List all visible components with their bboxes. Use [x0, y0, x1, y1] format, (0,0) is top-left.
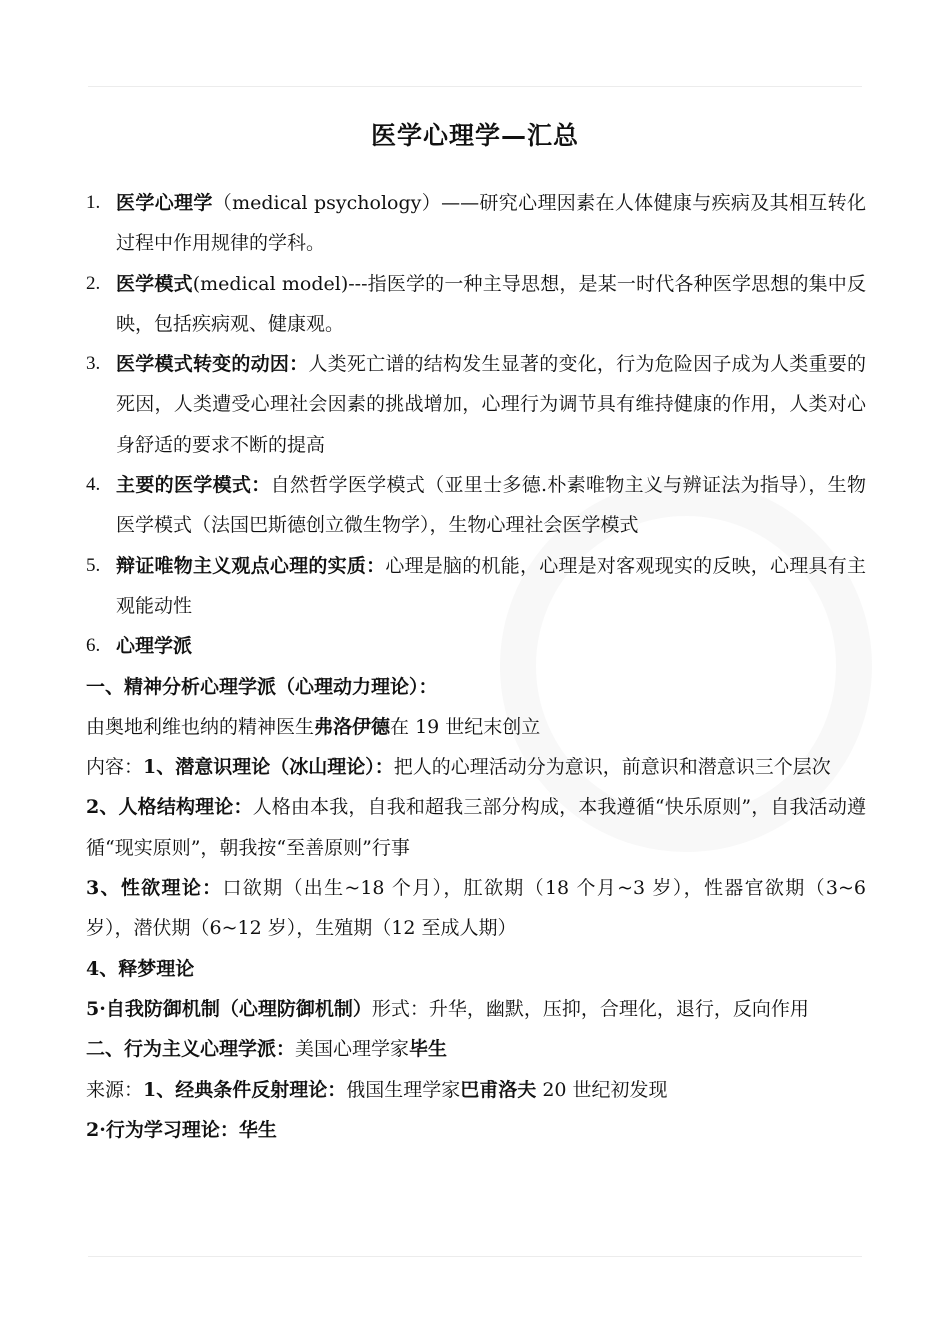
list-item: 1. 医学心理学（medical psychology）——研究心理因素在人体健康与疾病及其相互转化过程中作用规律的学科。 — [86, 192, 866, 255]
section-heading: 一、精神分析心理学派（心理动力理论）： — [86, 675, 438, 698]
bottom-rule — [88, 1256, 862, 1257]
list-item: 3. 医学模式转变的动因：人类死亡谱的结构发生显著的变化，行为危险因子成为人类重要的死因，人类遭受心理社会因素的挑战增加，心理行为调节具有维持健康的作用，人类对心身舒适的要求不断的提高 — [86, 353, 866, 456]
paragraph: 5·自我防御机制（心理防御机制）形式：升华，幽默，压抑，合理化，退行，反向作用 — [86, 997, 809, 1020]
page-title: 医学心理学—汇总 — [370, 121, 579, 150]
paragraph: 2、人格结构理论：人格由本我，自我和超我三部分构成，本我遵循“快乐原则”，自我活动遵循“现实原则”，朝我按“至善原则”行事 — [86, 796, 866, 859]
list-item: 4. 主要的医学模式：自然哲学医学模式（亚里士多德.朴素唯物主义与辨证法为指导），生物医学模式（法国巴斯德创立微生物学），生物心理社会医学模式 — [86, 474, 866, 537]
paragraph: 内容：1、潜意识理论（冰山理论）：把人的心理活动分为意识，前意识和潜意识三个层次 — [86, 756, 831, 779]
list-item: 5. 辩证唯物主义观点心理的实质：心理是脑的机能，心理是对客观现实的反映，心理具有主观能动性 — [86, 554, 866, 617]
paragraph: 4、释梦理论 — [86, 957, 195, 980]
paragraph: 来源：1、经典条件反射理论：俄国生理学家巴甫洛夫 20 世纪初发现 — [86, 1078, 668, 1101]
paragraph: 由奥地利维也纳的精神医生弗洛伊德在 19 世纪末创立 — [86, 715, 541, 738]
document-body — [86, 183, 866, 1150]
paragraph: 2·行为学习理论：华生 — [86, 1118, 277, 1141]
section-heading: 二、行为主义心理学派：美国心理学家毕生 — [86, 1038, 448, 1061]
list-item: 6. 心理学派 — [86, 635, 193, 658]
top-rule — [88, 86, 862, 87]
list-item: 2. 医学模式(medical model)---指医学的一种主导思想，是某一时代各种医学思想的集中反映，包括疾病观、健康观。 — [86, 272, 866, 335]
paragraph: 3、性欲理论：口欲期（出生~18 个月），肛欲期（18 个月~3 岁），性器官欲期（3~6 岁），潜伏期（6~12 岁），生殖期（12 至成人期） — [86, 877, 866, 940]
